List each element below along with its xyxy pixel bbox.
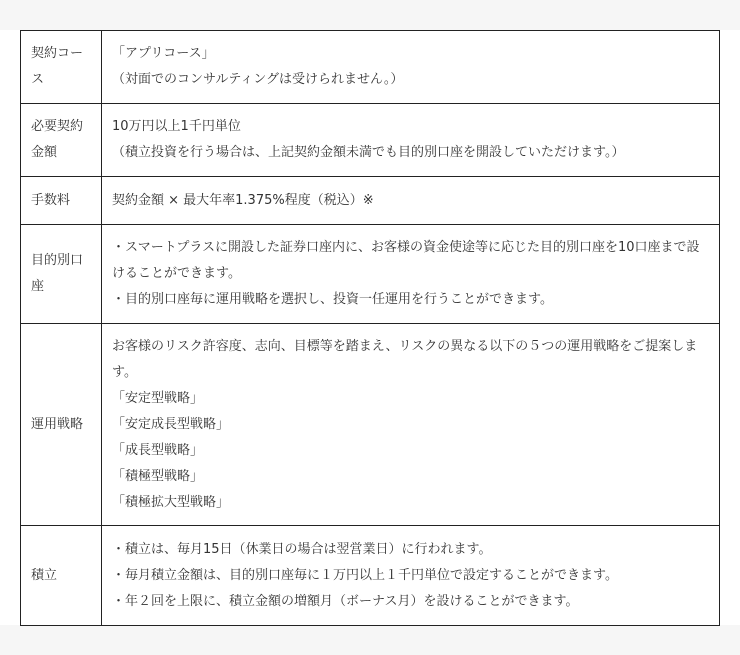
content-line: 契約金額 × 最大年率1.375%程度（税込）※ bbox=[112, 192, 374, 208]
table-row-contract-course bbox=[21, 31, 720, 104]
row-content bbox=[102, 31, 720, 104]
table-row-installment bbox=[21, 526, 720, 626]
content-line: 「積極拡大型戦略」 bbox=[112, 494, 230, 510]
content-line: （対面でのコンサルティングは受けられません。） bbox=[112, 72, 404, 87]
table-row-purpose-account bbox=[21, 225, 720, 324]
content-line: 「成長型戦略」 bbox=[112, 442, 204, 458]
table-row-minimum-amount bbox=[21, 104, 720, 177]
content-line: 「積極型戦略」 bbox=[112, 468, 204, 484]
row-content bbox=[102, 526, 720, 626]
table-row-strategy bbox=[21, 324, 720, 526]
table-row-fee bbox=[21, 177, 720, 225]
content-line: 「安定型戦略」 bbox=[112, 390, 204, 406]
row-content bbox=[102, 104, 720, 177]
row-content bbox=[102, 225, 720, 324]
content-line: 10万円以上1千円単位 bbox=[112, 119, 241, 134]
row-label: 必要契約金額 bbox=[21, 104, 102, 177]
course-spec-table bbox=[20, 30, 720, 626]
row-label: 手数料 bbox=[21, 177, 102, 225]
content-line: ・スマートプラスに開設した証券口座内に、お客様の資金使途等に応じた目的別口座を10口座まで設けることができます。 bbox=[112, 240, 700, 281]
content-line: ・積立は、毎月15日（休業日の場合は翌営業日）に行われます。 bbox=[112, 541, 492, 557]
content-line: 「アプリコース」 bbox=[112, 46, 215, 61]
row-content bbox=[102, 177, 720, 225]
row-content bbox=[102, 324, 720, 526]
content-line: （積立投資を行う場合は、上記契約金額未満でも目的別口座を開設していただけます。） bbox=[112, 145, 625, 160]
row-label: 目的別口座 bbox=[21, 225, 102, 324]
content-line: ・毎月積立金額は、目的別口座毎に１万円以上１千円単位で設定することができます。 bbox=[112, 567, 618, 583]
content-line: お客様のリスク許容度、志向、目標等を踏まえ、リスクの異なる以下の５つの運用戦略をご提案します。 bbox=[112, 338, 698, 380]
content-line: ・年２回を上限に、積立金額の増額月（ボーナス月）を設けることができます。 bbox=[112, 593, 579, 609]
content-line: 「安定成長型戦略」 bbox=[112, 416, 230, 432]
content-line: ・目的別口座毎に運用戦略を選択し、投資一任運用を行うことができます。 bbox=[112, 292, 553, 307]
row-label: 契約コース bbox=[21, 31, 102, 104]
row-label: 積立 bbox=[21, 526, 102, 626]
row-label: 運用戦略 bbox=[21, 324, 102, 526]
